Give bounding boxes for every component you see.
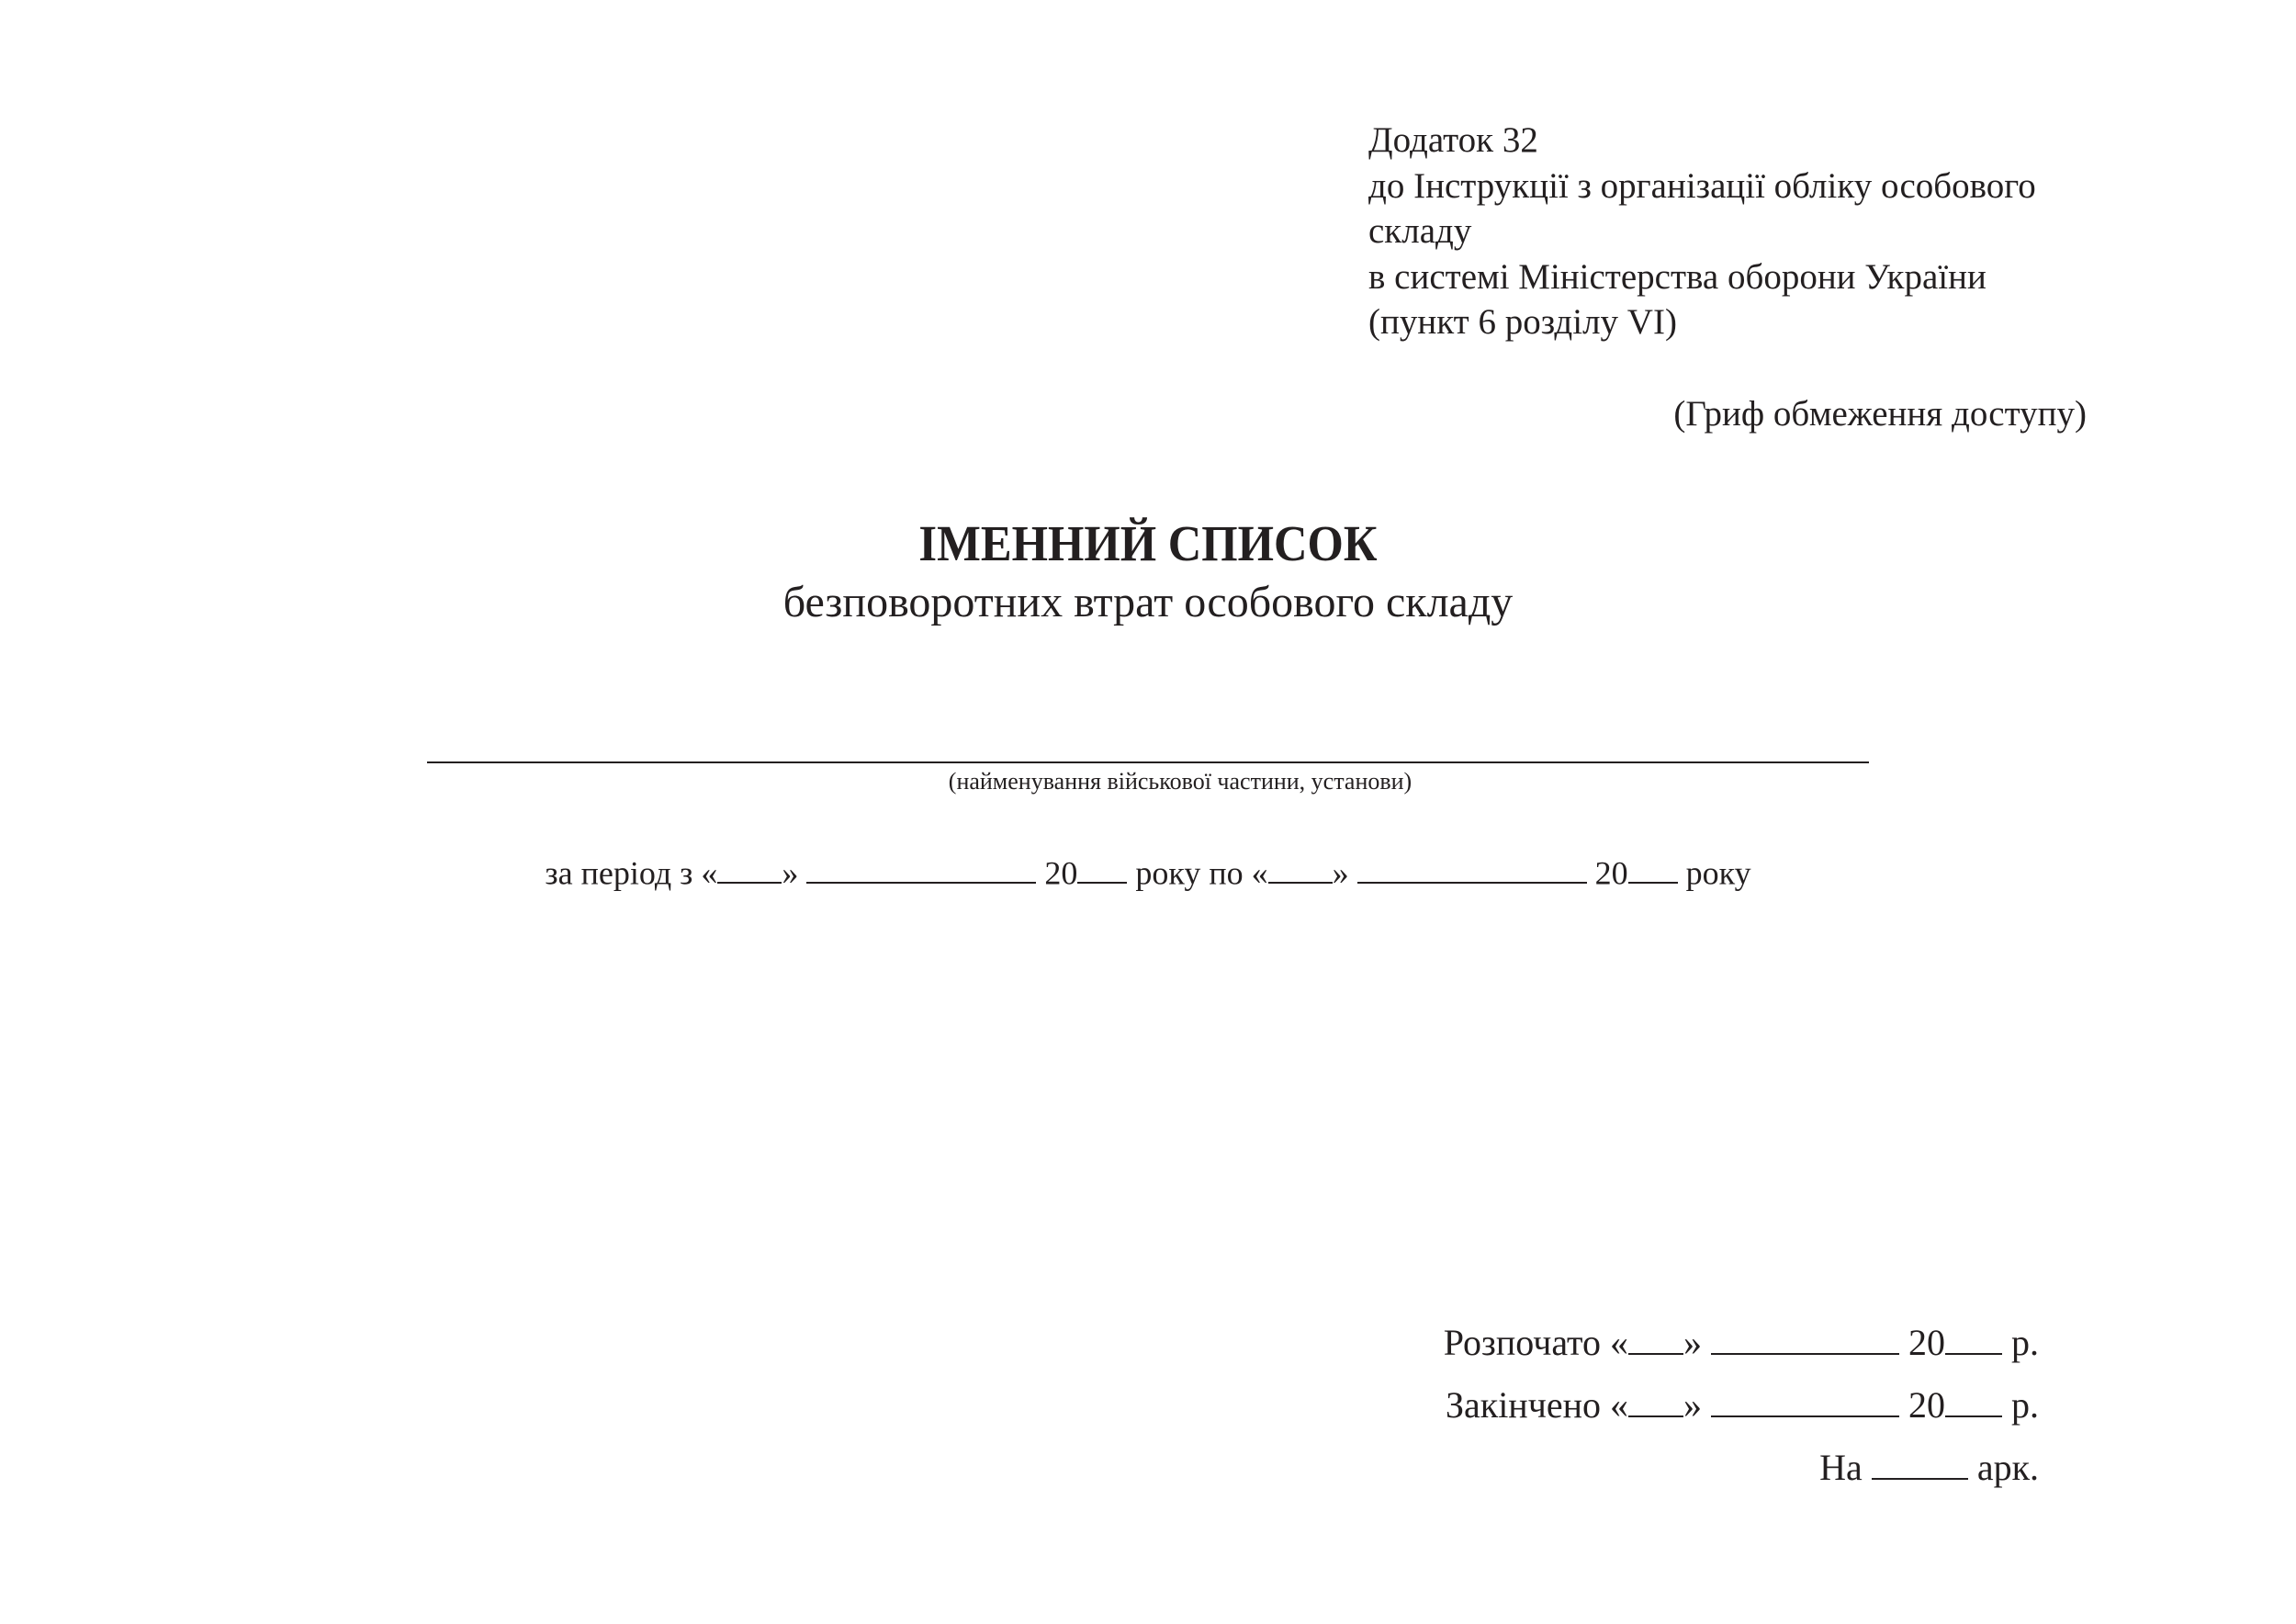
finished-label: Закінчено « [1445, 1384, 1628, 1426]
access-restriction-stamp: (Гриф обмеження доступу) [1673, 394, 2087, 434]
period-end: року [1685, 854, 1751, 892]
sheets-count-field[interactable] [1872, 1445, 1968, 1480]
period-year-prefix: 20 [1044, 854, 1078, 892]
started-suffix: р. [2011, 1322, 2039, 1363]
appendix-line-4: в системі Міністерства оборони України [1368, 256, 1986, 297]
period-line [0, 852, 2296, 892]
finished-year-prefix: 20 [1908, 1384, 1945, 1426]
period-end-day-field[interactable] [1268, 852, 1333, 884]
period-start-day-field[interactable] [717, 852, 782, 884]
started-line [1444, 1320, 2039, 1364]
started-day-field[interactable] [1628, 1320, 1683, 1355]
started-year-field[interactable] [1945, 1320, 2002, 1355]
appendix-line-3: складу [1368, 211, 1472, 251]
finished-day-field[interactable] [1628, 1382, 1683, 1417]
finished-suffix: р. [2011, 1384, 2039, 1426]
period-end-year-field[interactable] [1628, 852, 1678, 884]
finished-quote-close: » [1683, 1384, 1702, 1426]
appendix-header [1368, 118, 2036, 345]
sheets-line [1819, 1445, 2039, 1489]
appendix-line-5: (пункт 6 розділу VI) [1368, 302, 1677, 342]
period-quote-close: » [782, 854, 799, 892]
finished-month-field[interactable] [1711, 1382, 1899, 1417]
period-end-month-field[interactable] [1357, 852, 1587, 884]
started-label: Розпочато « [1443, 1322, 1628, 1363]
appendix-number: Додаток 32 [1368, 120, 1538, 160]
finished-line [1446, 1382, 2039, 1427]
finished-year-field[interactable] [1945, 1382, 2002, 1417]
period-prefix: за період з « [545, 854, 718, 892]
started-quote-close: » [1683, 1322, 1702, 1363]
unit-name-caption: (найменування військової частини, установи) [948, 768, 1412, 795]
unit-name-field[interactable] [427, 761, 1869, 763]
period-quote-close-2: » [1332, 854, 1349, 892]
started-year-prefix: 20 [1908, 1322, 1945, 1363]
document-subtitle: безповоротних втрат особового складу [782, 578, 1514, 626]
period-mid: року по « [1135, 854, 1268, 892]
period-start-month-field[interactable] [806, 852, 1036, 884]
sheets-suffix: арк. [1976, 1447, 2039, 1488]
appendix-line-2: до Інструкції з організації обліку особового [1368, 165, 2036, 206]
started-month-field[interactable] [1711, 1320, 1899, 1355]
document-title: ІМЕННИЙ СПИСОК [918, 515, 1378, 571]
sheets-label: На [1819, 1447, 1863, 1488]
period-year-prefix-2: 20 [1594, 854, 1628, 892]
period-start-year-field[interactable] [1077, 852, 1127, 884]
